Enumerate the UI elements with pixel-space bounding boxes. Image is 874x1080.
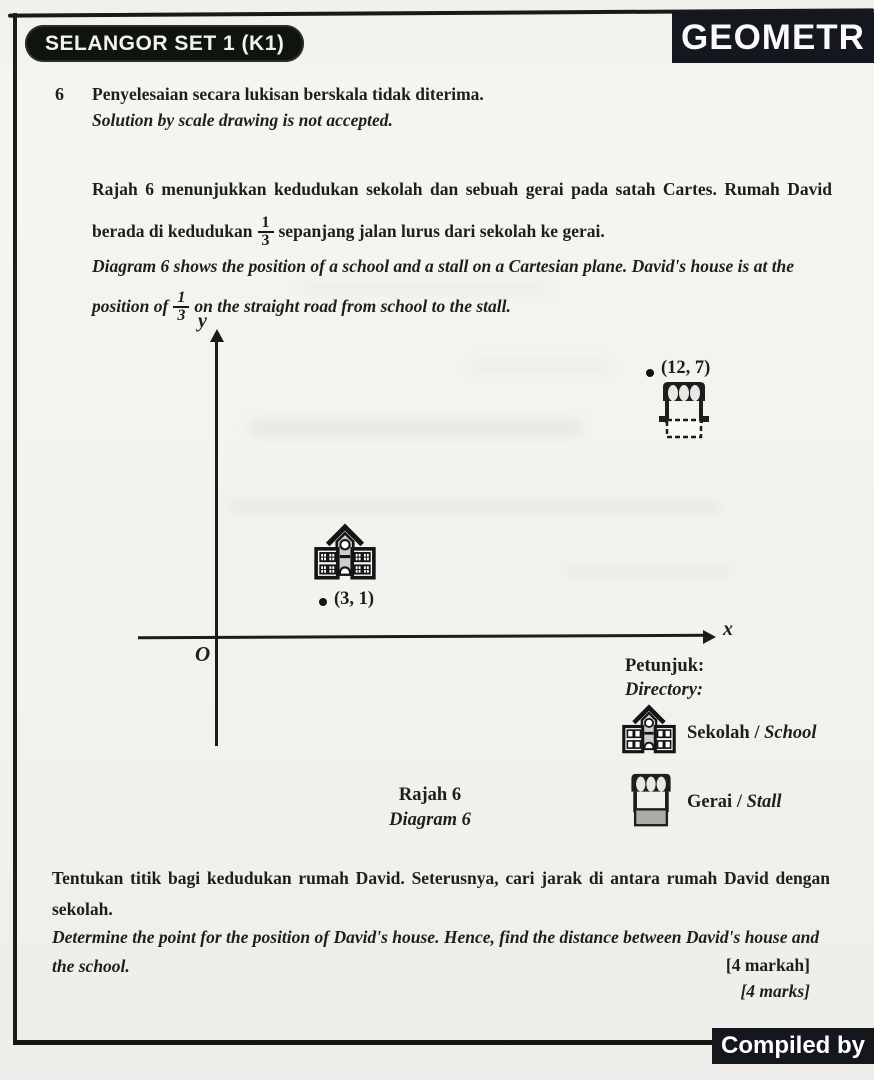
question-body-malay	[92, 168, 832, 252]
legend-school-label-english: School	[764, 723, 817, 743]
diagram-caption	[330, 783, 530, 833]
legend-school-label	[687, 723, 817, 744]
legend-stall-label-malay: Gerai /	[687, 792, 747, 812]
stall-point-marker	[646, 369, 654, 377]
question-statement-malay: Penyelesaian secara lukisan berskala tidak diterima.	[92, 84, 484, 104]
legend-school-icon	[620, 704, 678, 758]
diagram-caption-english: Diagram 6	[389, 810, 471, 830]
topic-banner: GEOMETR	[672, 12, 874, 63]
diagram-caption-malay: Rajah 6	[398, 785, 462, 805]
scan-artifact	[250, 420, 580, 435]
body-english-after: on the straight road from school to the stall.	[194, 295, 511, 316]
legend-school-label-malay: Sekolah /	[687, 723, 765, 743]
y-axis	[215, 340, 218, 746]
stall-icon	[654, 380, 714, 440]
y-axis-label: y	[198, 310, 207, 332]
fraction-one-third: $\frac{1}{3}$	[258, 215, 274, 250]
body-malay-after: sepanjang jalan lurus dari sekolah ke gerai.	[278, 220, 605, 241]
page-border-left	[13, 13, 17, 1043]
question-number: 6	[55, 84, 64, 104]
body-english-before: Diagram 6 shows the position of a school and a stall on a Cartesian plane. David's house is at the position of	[92, 255, 795, 316]
task-text-malay: Tentukan titik bagi kedudukan rumah David. Seterusnya, cari jarak di antara rumah David dengan sekolah.	[52, 867, 830, 919]
legend-stall-label-english: Stall	[746, 792, 782, 812]
school-point-marker	[319, 598, 327, 606]
y-axis-arrow-icon	[210, 329, 224, 342]
school-icon	[312, 523, 378, 585]
scan-artifact	[560, 565, 735, 576]
body-malay-before: Rajah 6 menunjukkan kedudukan sekolah dan sebuah gerai pada satah Cartes. Rumah David berada di kedudukan	[92, 178, 832, 241]
scan-artifact	[230, 500, 720, 513]
legend-title-malay: Petunjuk:	[625, 656, 705, 676]
legend-stall-icon	[624, 772, 678, 828]
x-axis	[138, 634, 708, 639]
task-text-english: Determine the point for the position of David's house. Hence, find the distance between David's house and the school.	[52, 926, 820, 976]
legend-title-english: Directory:	[625, 680, 704, 700]
scan-artifact	[470, 360, 610, 371]
compiled-by-banner: Compiled by	[712, 1028, 874, 1064]
set-badge: SELANGOR SET 1 (K1)	[25, 25, 304, 62]
fraction-one-third: $\frac{1}{3}$	[173, 290, 189, 325]
school-point-label: (3, 1)	[334, 589, 375, 609]
scan-artifact	[300, 284, 550, 293]
marks-english: [4 marks]	[740, 981, 810, 1001]
question-statement-english: Solution by scale drawing is not accepted.	[92, 110, 393, 130]
x-axis-arrow-icon	[703, 630, 716, 644]
x-axis-label: x	[723, 618, 733, 640]
marks-malay: [4 markah]	[725, 955, 810, 975]
legend-stall-label	[687, 792, 782, 813]
origin-label: O	[195, 642, 211, 666]
stall-point-label: (12, 7)	[661, 358, 711, 378]
